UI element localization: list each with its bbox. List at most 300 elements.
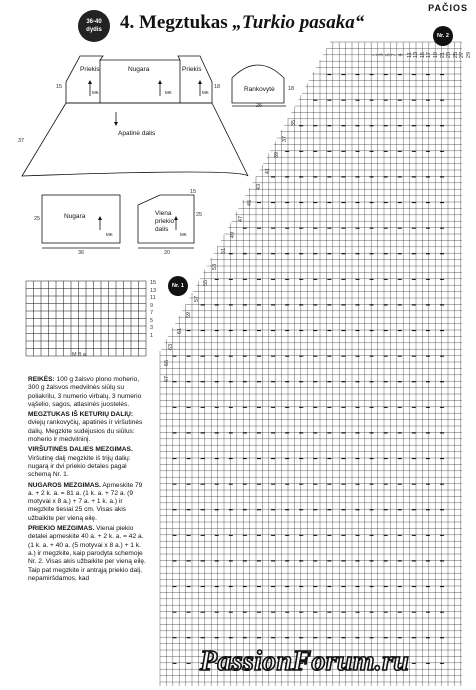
stitch-symbol	[215, 407, 219, 408]
stitch-symbol	[215, 458, 219, 459]
stitch-symbol	[398, 458, 402, 459]
stitch-symbol	[201, 381, 205, 382]
stitch-symbol	[327, 535, 331, 536]
stitch-symbol	[370, 637, 374, 638]
stitch-symbol	[412, 484, 416, 485]
stitch-symbol	[356, 432, 360, 433]
stitch-symbol	[201, 304, 205, 305]
stitch-symbol	[440, 253, 444, 254]
stitch-symbol	[398, 381, 402, 382]
stitch-symbol	[187, 560, 191, 561]
stitch-symbol	[426, 304, 430, 305]
stitch-symbol	[426, 663, 430, 664]
small-row-number: 5	[150, 317, 154, 324]
stitch-symbol	[243, 304, 247, 305]
stitch-symbol	[187, 612, 191, 613]
upper-paragraph	[28, 446, 148, 479]
stitch-symbol	[426, 432, 430, 433]
large-row-number: 49	[229, 231, 236, 239]
dim-18: 18	[214, 84, 221, 90]
stitch-symbol	[271, 176, 275, 177]
large-row-number: 63	[167, 343, 174, 351]
stitch-symbol	[327, 458, 331, 459]
size-range: 36-40	[86, 19, 102, 25]
stitch-symbol	[172, 586, 176, 587]
stitch-symbol	[229, 509, 233, 510]
small-row-number: 11	[150, 295, 156, 301]
stitch-symbol	[426, 407, 430, 408]
stitch-symbol	[299, 202, 303, 203]
stitch-symbol	[384, 228, 388, 229]
stitch-symbol	[440, 535, 444, 536]
stitch-symbol	[313, 535, 317, 536]
stitch-symbol	[440, 509, 444, 510]
stitch-symbol	[187, 663, 191, 664]
parts-paragraph	[28, 411, 148, 444]
stitch-symbol	[356, 381, 360, 382]
stitch-symbol	[187, 535, 191, 536]
stitch-symbol	[172, 356, 176, 357]
stitch-symbol	[313, 304, 317, 305]
parts-body: dviejų rankovyčių, apatinės ir viršutinės dalių. Megzkite sudėjusios du siūlus: moherio ir medvilninį.	[28, 419, 143, 444]
stitch-symbol	[271, 535, 275, 536]
stitch-symbol	[327, 432, 331, 433]
stitch-symbol	[285, 509, 289, 510]
large-row-number: 13	[413, 51, 420, 59]
stitch-symbol	[341, 202, 345, 203]
stitch-symbol	[426, 151, 430, 152]
stitch-symbol	[285, 637, 289, 638]
stitch-symbol	[257, 381, 261, 382]
stitch-symbol	[285, 458, 289, 459]
stitch-symbol	[187, 381, 191, 382]
large-row-number: 45	[247, 199, 254, 207]
stitch-symbol	[356, 253, 360, 254]
stitch-symbol	[426, 484, 430, 485]
stitch-symbol	[229, 330, 233, 331]
parts-heading: MEGZTUKAS IŠ KETURIŲ DALIŲ:	[28, 411, 134, 419]
stitch-symbol	[370, 484, 374, 485]
stitch-symbol	[243, 458, 247, 459]
stitch-symbol	[440, 202, 444, 203]
stitch-symbol	[299, 407, 303, 408]
stitch-symbol	[285, 228, 289, 229]
stitch-symbol	[201, 356, 205, 357]
stitch-symbol	[398, 356, 402, 357]
stitch-symbol	[426, 458, 430, 459]
stitch-symbol	[285, 279, 289, 280]
stitch-symbol	[384, 407, 388, 408]
stitch-symbol	[384, 176, 388, 177]
stitch-symbol	[257, 484, 261, 485]
small-row-number: 1	[150, 332, 154, 339]
stitch-symbol	[271, 304, 275, 305]
stitch-symbol	[243, 381, 247, 382]
stitch-symbol	[257, 304, 261, 305]
stitch-symbol	[313, 330, 317, 331]
materials-heading: REIKĖS:	[28, 376, 55, 383]
front-body: Vienai piekio detalei apmeskite 40 a. + 2 k. a. = 42 a. (1 k. a. + 40 a. (5 motyvai x 8 a.) + 1 k. a.) ir megzkite, kaip parodyta schemoje Nr. 2. Visas akis užbaikite per vieną eilę. Taip pat megzkite ir antrąją priekio dalį, nepamiršdamos, kad	[28, 525, 146, 582]
stitch-symbol	[412, 560, 416, 561]
stitch-symbol	[257, 407, 261, 408]
large-row-number: 7	[391, 53, 398, 57]
stitch-symbol	[370, 279, 374, 280]
back-height: 25	[34, 216, 41, 222]
stitch-symbol	[356, 458, 360, 459]
stitch-symbol	[285, 151, 289, 152]
stitch-symbol	[440, 151, 444, 152]
brand-logo: PAČIOS	[428, 3, 468, 13]
label-sleeve: Rankovytė	[244, 86, 275, 93]
stitch-symbol	[257, 356, 261, 357]
stitch-symbol	[285, 381, 289, 382]
stitch-symbol	[440, 279, 444, 280]
stitch-symbol	[370, 509, 374, 510]
stitch-symbol	[327, 484, 331, 485]
stitch-symbol	[370, 304, 374, 305]
size-label: dydis	[86, 27, 102, 33]
stitch-symbol	[172, 560, 176, 561]
stitch-symbol	[285, 586, 289, 587]
large-row-number: 55	[203, 279, 210, 287]
stitch-symbol	[299, 253, 303, 254]
stitch-symbol	[356, 125, 360, 126]
label-back-piece: Nugara	[64, 213, 86, 220]
mk-mark-3: MK	[202, 90, 209, 95]
stitch-symbol	[384, 509, 388, 510]
stitch-symbol	[356, 100, 360, 101]
stitch-symbol	[172, 612, 176, 613]
stitch-symbol	[341, 151, 345, 152]
stitch-symbol	[412, 586, 416, 587]
stitch-symbol	[398, 637, 402, 638]
stitch-symbol	[299, 458, 303, 459]
stitch-symbol	[384, 202, 388, 203]
stitch-symbol	[299, 304, 303, 305]
stitch-symbol	[426, 637, 430, 638]
stitch-symbol	[370, 125, 374, 126]
stitch-symbol	[384, 304, 388, 305]
stitch-symbol	[356, 637, 360, 638]
stitch-symbol	[187, 356, 191, 357]
materials-body: 100 g žalsvo plono moherio, 300 g žalsvos medvilnės siūlų su poliakrilu, 3 numerio virbalų, 3 numerio vąšelio, sagos, atlasinės juostelės.	[28, 376, 142, 408]
stitch-symbol	[398, 612, 402, 613]
stitch-symbol	[412, 612, 416, 613]
stitch-symbol	[229, 484, 233, 485]
large-row-number: 61	[176, 327, 183, 335]
stitch-symbol	[285, 535, 289, 536]
stitch-symbol	[229, 535, 233, 536]
stitch-symbol	[271, 586, 275, 587]
back-body: Apmeskite 79 a. + 2 k. a. = 81 a. (1 k. a. + 72 a. (9 motyvai x 8 a.) + 7 a. + 1 k. a.) ir megzkite tiesiai 25 cm. Visas akis užbaikite per vieną eilę.	[28, 481, 143, 522]
stitch-symbol	[257, 253, 261, 254]
dim-37: 37	[18, 138, 25, 144]
mk-mark-1: MK	[92, 90, 99, 95]
stitch-symbol	[215, 356, 219, 357]
stitch-symbol	[356, 560, 360, 561]
stitch-symbol	[271, 560, 275, 561]
stitch-symbol	[257, 458, 261, 459]
stitch-symbol	[327, 356, 331, 357]
stitch-symbol	[327, 74, 331, 75]
stitch-symbol	[426, 176, 430, 177]
large-row-number: 37	[282, 135, 289, 143]
stitch-symbol	[243, 407, 247, 408]
stitch-symbol	[356, 356, 360, 357]
stitch-symbol	[172, 381, 176, 382]
large-row-number: 9	[398, 53, 405, 57]
stitch-symbol	[172, 637, 176, 638]
stitch-symbol	[341, 304, 345, 305]
stitch-symbol	[229, 560, 233, 561]
large-row-number: 25	[452, 51, 459, 59]
stitch-symbol	[356, 202, 360, 203]
stitch-symbol	[313, 407, 317, 408]
stitch-symbol	[341, 381, 345, 382]
stitch-symbol	[370, 432, 374, 433]
large-row-number: 67	[164, 375, 171, 383]
stitch-symbol	[285, 202, 289, 203]
stitch-symbol	[440, 304, 444, 305]
stitch-symbol	[426, 228, 430, 229]
stitch-symbol	[370, 330, 374, 331]
stitch-symbol	[341, 535, 345, 536]
stitch-symbol	[384, 356, 388, 357]
stitch-symbol	[440, 330, 444, 331]
stitch-symbol	[243, 356, 247, 357]
stitch-symbol	[313, 202, 317, 203]
stitch-symbol	[271, 202, 275, 203]
stitch-symbol	[271, 279, 275, 280]
stitch-symbol	[327, 100, 331, 101]
stitch-symbol	[341, 356, 345, 357]
stitch-symbol	[412, 125, 416, 126]
stitch-symbol	[341, 176, 345, 177]
stitch-symbol	[257, 202, 261, 203]
stitch-symbol	[215, 381, 219, 382]
stitch-symbol	[299, 279, 303, 280]
stitch-symbol	[327, 586, 331, 587]
stitch-symbol	[201, 535, 205, 536]
stitch-symbol	[187, 432, 191, 433]
stitch-symbol	[398, 176, 402, 177]
stitch-symbol	[257, 586, 261, 587]
stitch-symbol	[356, 586, 360, 587]
stitch-symbol	[412, 228, 416, 229]
stitch-symbol	[215, 432, 219, 433]
stitch-symbol	[341, 100, 345, 101]
stitch-symbol	[327, 560, 331, 561]
stitch-symbol	[299, 356, 303, 357]
stitch-symbol	[426, 560, 430, 561]
stitch-symbol	[398, 330, 402, 331]
stitch-symbol	[440, 100, 444, 101]
stitch-symbol	[341, 432, 345, 433]
stitch-symbol	[384, 586, 388, 587]
title-number: 4. Megztukas	[120, 12, 228, 33]
stitch-symbol	[440, 125, 444, 126]
large-row-number: 17	[426, 51, 433, 59]
stitch-symbol	[172, 484, 176, 485]
stitch-symbol	[412, 304, 416, 305]
stitch-symbol	[215, 330, 219, 331]
large-row-number: 53	[211, 263, 218, 271]
stitch-symbol	[341, 279, 345, 280]
stitch-symbol	[327, 637, 331, 638]
stitch-symbol	[384, 458, 388, 459]
stitch-symbol	[412, 356, 416, 357]
stitch-symbol	[313, 612, 317, 613]
stitch-symbol	[229, 586, 233, 587]
stitch-symbol	[370, 176, 374, 177]
stitch-symbol	[187, 586, 191, 587]
stitch-symbol	[271, 228, 275, 229]
front-heading: PRIEKIO MEZGIMAS.	[28, 525, 95, 533]
stitch-symbol	[299, 381, 303, 382]
stitch-symbol	[201, 637, 205, 638]
stitch-symbol	[257, 637, 261, 638]
large-row-number: 39	[273, 151, 280, 159]
stitch-symbol	[440, 381, 444, 382]
stitch-symbol	[426, 381, 430, 382]
stitch-symbol	[356, 330, 360, 331]
stitch-symbol	[398, 586, 402, 587]
stitch-symbol	[412, 74, 416, 75]
stitch-symbol	[215, 637, 219, 638]
stitch-symbol	[271, 253, 275, 254]
stitch-symbol	[243, 586, 247, 587]
stitch-symbol	[440, 176, 444, 177]
stitch-symbol	[243, 535, 247, 536]
stitch-symbol	[313, 586, 317, 587]
stitch-symbol	[440, 560, 444, 561]
stitch-symbol	[440, 484, 444, 485]
stitch-symbol	[370, 202, 374, 203]
stitch-symbol	[229, 253, 233, 254]
sleeve-width: 26	[256, 103, 263, 109]
stitch-symbol	[412, 381, 416, 382]
stitch-symbol	[426, 356, 430, 357]
stitch-symbol	[412, 637, 416, 638]
stitch-symbol	[341, 330, 345, 331]
stitch-symbol	[201, 484, 205, 485]
stitch-symbol	[271, 484, 275, 485]
stitch-symbol	[313, 125, 317, 126]
stitch-symbol	[285, 356, 289, 357]
stitch-symbol	[370, 151, 374, 152]
stitch-symbol	[257, 612, 261, 613]
stitch-symbol	[370, 356, 374, 357]
stitch-symbol	[398, 560, 402, 561]
small-row-number: 15	[150, 280, 157, 286]
stitch-symbol	[243, 253, 247, 254]
stitch-symbol	[440, 586, 444, 587]
stitch-symbol	[299, 151, 303, 152]
stitch-symbol	[412, 663, 416, 664]
back-heading: NUGAROS MEZGIMAS.	[28, 481, 101, 489]
stitch-symbol	[271, 458, 275, 459]
stitch-symbol	[313, 228, 317, 229]
stitch-symbol	[384, 74, 388, 75]
stitch-symbol	[327, 612, 331, 613]
large-row-number: 19	[433, 51, 440, 59]
stitch-symbol	[341, 560, 345, 561]
stitch-symbol	[215, 586, 219, 587]
stitch-symbol	[384, 432, 388, 433]
stitch-symbol	[313, 100, 317, 101]
stitch-symbol	[229, 432, 233, 433]
stitch-symbol	[172, 407, 176, 408]
stitch-symbol	[201, 612, 205, 613]
stitch-symbol	[384, 612, 388, 613]
stitch-symbol	[201, 432, 205, 433]
label-lower-part: Apatinė dalis	[118, 130, 156, 137]
stitch-symbol	[313, 253, 317, 254]
stitch-symbol	[187, 484, 191, 485]
stitch-symbol	[313, 381, 317, 382]
upper-body: Viršutinę dalį megzkite iš trijų dalių: nugarą ir dvi priekio detales pagal schemą Nr. 1.	[28, 454, 131, 479]
front-paragraph	[28, 525, 148, 583]
large-row-number: 23	[446, 51, 453, 59]
stitch-symbol	[426, 586, 430, 587]
stitch-symbol	[384, 381, 388, 382]
stitch-symbol	[370, 407, 374, 408]
stitch-symbol	[187, 458, 191, 459]
stitch-symbol	[440, 612, 444, 613]
stitch-symbol	[172, 509, 176, 510]
stitch-symbol	[327, 381, 331, 382]
stitch-symbol	[398, 125, 402, 126]
stitch-symbol	[398, 484, 402, 485]
large-row-number: 41	[264, 167, 271, 175]
stitch-symbol	[285, 612, 289, 613]
stitch-symbol	[299, 228, 303, 229]
stitch-symbol	[440, 407, 444, 408]
stitch-symbol	[271, 330, 275, 331]
stitch-symbol	[412, 202, 416, 203]
stitch-symbol	[440, 432, 444, 433]
mk-mark-front: MK	[180, 232, 187, 237]
stitch-symbol	[285, 484, 289, 485]
stitch-symbol	[257, 560, 261, 561]
stitch-symbol	[313, 637, 317, 638]
stitch-symbol	[327, 509, 331, 510]
stitch-symbol	[313, 151, 317, 152]
instructions-text	[28, 376, 148, 585]
stitch-symbol	[313, 279, 317, 280]
stitch-symbol	[201, 509, 205, 510]
stitch-symbol	[426, 612, 430, 613]
stitch-symbol	[327, 228, 331, 229]
stitch-symbol	[341, 253, 345, 254]
chart-badge-nr1: Nr. 1	[168, 276, 188, 296]
stitch-symbol	[384, 151, 388, 152]
stitch-symbol	[398, 407, 402, 408]
stitch-symbol	[412, 432, 416, 433]
stitch-symbol	[299, 637, 303, 638]
repeat-label: M 8 a.	[72, 352, 88, 358]
stitch-symbol	[384, 560, 388, 561]
large-row-number: 21	[439, 51, 446, 59]
stitch-symbol	[440, 663, 444, 664]
stitch-symbol	[426, 125, 430, 126]
stitch-symbol	[370, 586, 374, 587]
stitch-symbol	[243, 509, 247, 510]
stitch-symbol	[229, 458, 233, 459]
stitch-symbol	[370, 253, 374, 254]
stitch-symbol	[426, 253, 430, 254]
stitch-symbol	[356, 509, 360, 510]
